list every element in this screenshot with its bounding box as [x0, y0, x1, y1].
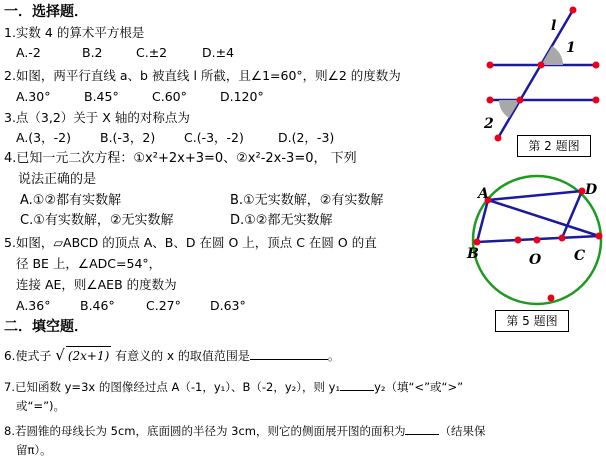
- q3-option-b[interactable]: B.(-3，2): [100, 130, 156, 145]
- q5-option-b[interactable]: B.46°: [80, 298, 115, 313]
- q7-line-2: 或“=”)。: [16, 399, 66, 413]
- figure5-label-c: C: [574, 248, 586, 264]
- q1-option-a[interactable]: A.-2: [16, 45, 41, 60]
- q3-option-d[interactable]: D.(2，-3): [278, 130, 335, 145]
- figure5-point-mid-icon: [515, 237, 522, 244]
- sqrt-radical-icon: √: [55, 346, 65, 364]
- q5-option-d[interactable]: D.63°: [210, 298, 246, 313]
- figure5-caption: 第 5 题图: [495, 310, 569, 332]
- figure2-label-1: 1: [566, 40, 576, 56]
- section2-title: 二．填空题．: [4, 319, 88, 335]
- figure5-point-bottom-icon: [548, 295, 555, 302]
- q8-post: （结果保: [439, 424, 486, 438]
- q4-stem: 4.已知一元二次方程：①x²+2x+3=0、②x²-2x-3=0， 下列: [4, 151, 357, 166]
- q8-line-2: 留π）。: [16, 443, 52, 457]
- q4-option-a[interactable]: A.①②都有实数解: [20, 193, 122, 208]
- q7-mid: y₂（填“<”或“>”: [374, 380, 464, 394]
- q1-stem: 1.实数 4 的算术平方根是: [4, 25, 145, 40]
- q1-option-d[interactable]: D.±4: [202, 45, 235, 60]
- figure5-side-ad: [488, 191, 582, 200]
- figure2-caption: 第 2 题图: [517, 135, 591, 157]
- figure5-segment-ae: [488, 200, 599, 236]
- q2-option-a[interactable]: A.30°: [16, 89, 51, 104]
- q1-option-b[interactable]: B.2: [82, 45, 103, 60]
- figure5-side-dc: [562, 191, 582, 238]
- q2-stem: 2.如图，两平行直线 a、b 被直线 l 所截，且∠1=60°，则∠2 的度数为: [4, 68, 401, 83]
- q5-option-a[interactable]: A.36°: [16, 298, 51, 313]
- q4-option-b[interactable]: B.①无实数解，②有实数解: [230, 193, 384, 208]
- q3-stem: 3.点（3,2）关于 X 轴的对称点为: [4, 110, 190, 125]
- q2-option-b[interactable]: B.45°: [84, 89, 119, 104]
- q4-option-d[interactable]: D.①②都无实数解: [230, 213, 333, 228]
- q6-post: 有意义的 x 的取值范围是: [115, 349, 250, 363]
- q6-radicand: (2x+1): [66, 346, 111, 365]
- q4-option-c[interactable]: C.①有实数解，②无实数解: [20, 213, 174, 228]
- figure5-point-o-icon: [534, 237, 541, 244]
- figure5-point-c-icon: [559, 235, 566, 242]
- figure5-point-b-icon: [474, 239, 481, 246]
- q5-option-c[interactable]: C.27°: [146, 298, 181, 313]
- q1-option-c[interactable]: C.±2: [136, 45, 168, 60]
- section1-title: 一．选择题．: [4, 4, 88, 20]
- q6-end: 。: [327, 349, 340, 363]
- figure5-label-a: A: [478, 186, 489, 202]
- q5-stem-2: 径 BE 上，∠ADC=54°，: [16, 256, 162, 271]
- q4-stem-2: 说法正确的是: [18, 172, 97, 187]
- q2-option-c[interactable]: C.60°: [152, 89, 187, 104]
- q5-stem: 5.如图，▱ABCD 的顶点 A、B、D 在圆 O 上，顶点 C 在圆 O 的直: [4, 235, 377, 250]
- figure2-label-2: 2: [484, 116, 494, 132]
- figure2-label-l: l: [551, 18, 557, 34]
- q2-option-d[interactable]: D.120°: [220, 89, 264, 104]
- q3-option-c[interactable]: C.(-3，-2): [184, 130, 244, 145]
- figure5-point-e-icon: [596, 233, 603, 240]
- figure5-label-b: B: [467, 246, 479, 262]
- q6-pre: 6.使式子: [4, 349, 52, 363]
- figure5-label-d: D: [585, 182, 598, 198]
- q3-option-a[interactable]: A.(3，-2): [16, 130, 71, 145]
- q5-stem-3: 连接 AE，则∠AEB 的度数为: [16, 277, 177, 292]
- q8-pre: 8.若圆锥的母线长为 5cm，底面圆的半径为 3cm，则它的侧面展开图的面积为: [4, 424, 406, 438]
- q7-pre: 7.已知函数 y=3x 的图像经过点 A（-1，y₁）、B（-2，y₂），则 y₁: [4, 380, 341, 394]
- figure5-label-o: O: [529, 252, 542, 268]
